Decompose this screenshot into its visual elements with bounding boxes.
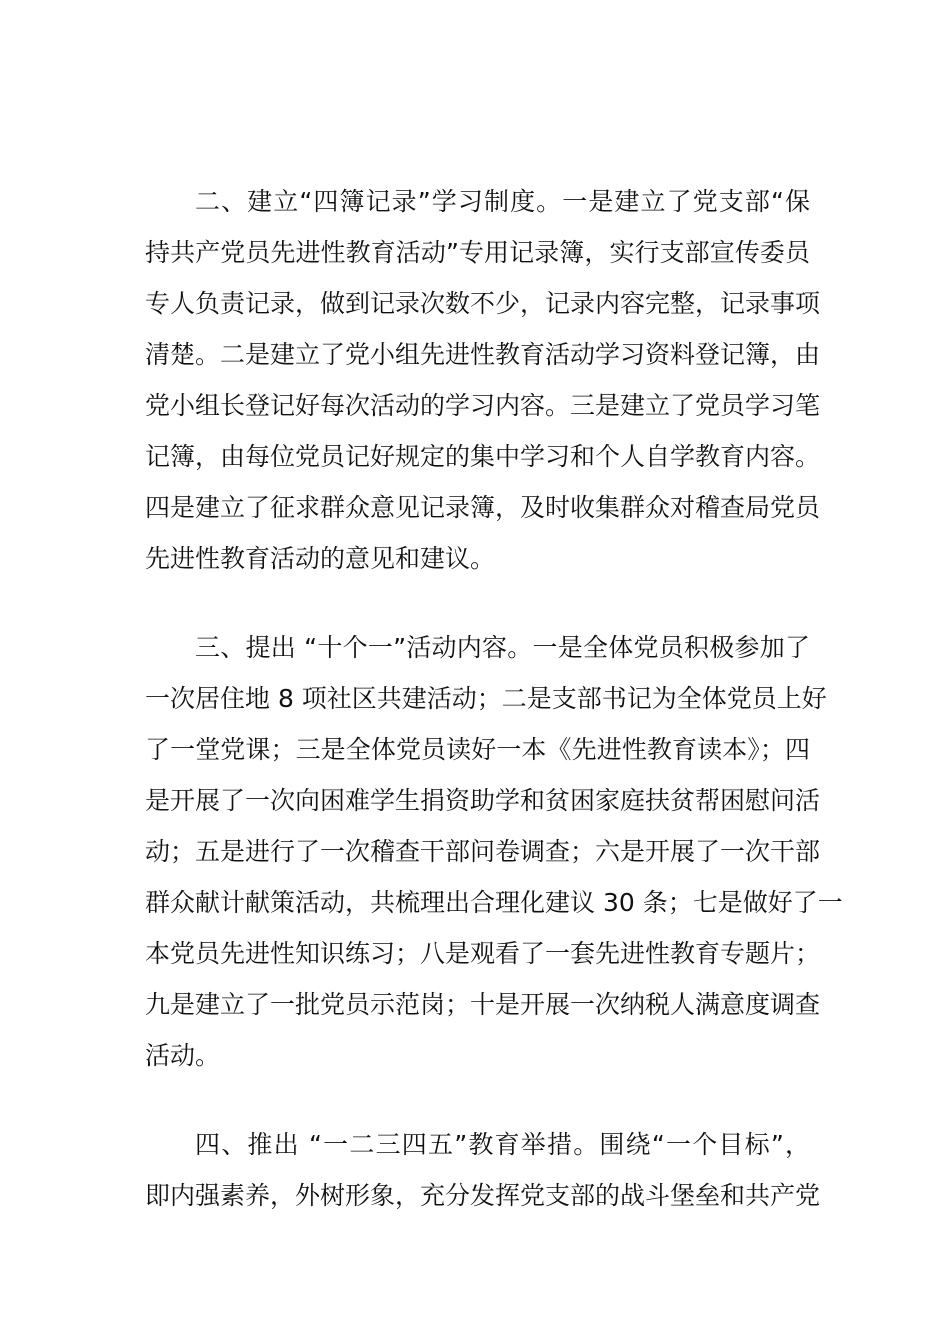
paragraph-education-measures <box>145 1119 821 1221</box>
paragraph-line: 专人负责记录，做到记录次数不少，记录内容完整，记录事项 <box>145 289 821 318</box>
paragraph-line: 一次居住地 8 项社区共建活动；二是支部书记为全体党员上好 <box>145 684 827 713</box>
paragraph-ten-ones-activities <box>145 622 843 1081</box>
paragraph-line: 党小组长登记好每次活动的学习内容。三是建立了党员学习笔 <box>145 391 821 420</box>
paragraph-line: 九是建立了一批党员示范岗；十是开展一次纳税人满意度调查 <box>145 990 821 1019</box>
paragraph-four-records-system <box>145 176 821 584</box>
paragraph-line: 持共产党员先进性教育活动”专用记录簿，实行支部宣传委员 <box>145 238 810 267</box>
paragraph-line: 清楚。二是建立了党小组先进性教育活动学习资料登记簿，由 <box>145 340 821 369</box>
paragraph-line: 是开展了一次向困难学生捐资助学和贫困家庭扶贫帮困慰问活 <box>145 786 821 815</box>
paragraph-line: 了一堂党课；三是全体党员读好一本《先进性教育读本》；四 <box>145 735 810 764</box>
paragraph-line: 记簿，由每位党员记好规定的集中学习和个人自学教育内容。 <box>145 442 821 471</box>
paragraph-line: 本党员先进性知识练习；八是观看了一套先进性教育专题片； <box>145 939 821 968</box>
paragraph-line: 四、推出 “一二三四五”教育举措。围绕“一个目标”， <box>195 1130 810 1159</box>
paragraph-line: 三、提出 “十个一”活动内容。一是全体党员积极参加了 <box>195 633 810 662</box>
paragraph-line: 群众献计献策活动，共梳理出合理化建议 30 条；七是做好了一 <box>145 888 843 917</box>
paragraph-line: 四是建立了征求群众意见记录簿，及时收集群众对稽查局党员 <box>145 493 821 522</box>
paragraph-line: 动；五是进行了一次稽查干部问卷调查；六是开展了一次干部 <box>145 837 821 866</box>
paragraph-line: 即内强素养，外树形象，充分发挥党支部的战斗堡垒和共产党 <box>145 1181 821 1210</box>
paragraph-line: 二、建立“四簿记录”学习制度。一是建立了党支部“保 <box>195 187 810 216</box>
paragraph-line: 活动。 <box>145 1041 221 1070</box>
paragraph-line: 先进性教育活动的意见和建议。 <box>145 544 496 573</box>
